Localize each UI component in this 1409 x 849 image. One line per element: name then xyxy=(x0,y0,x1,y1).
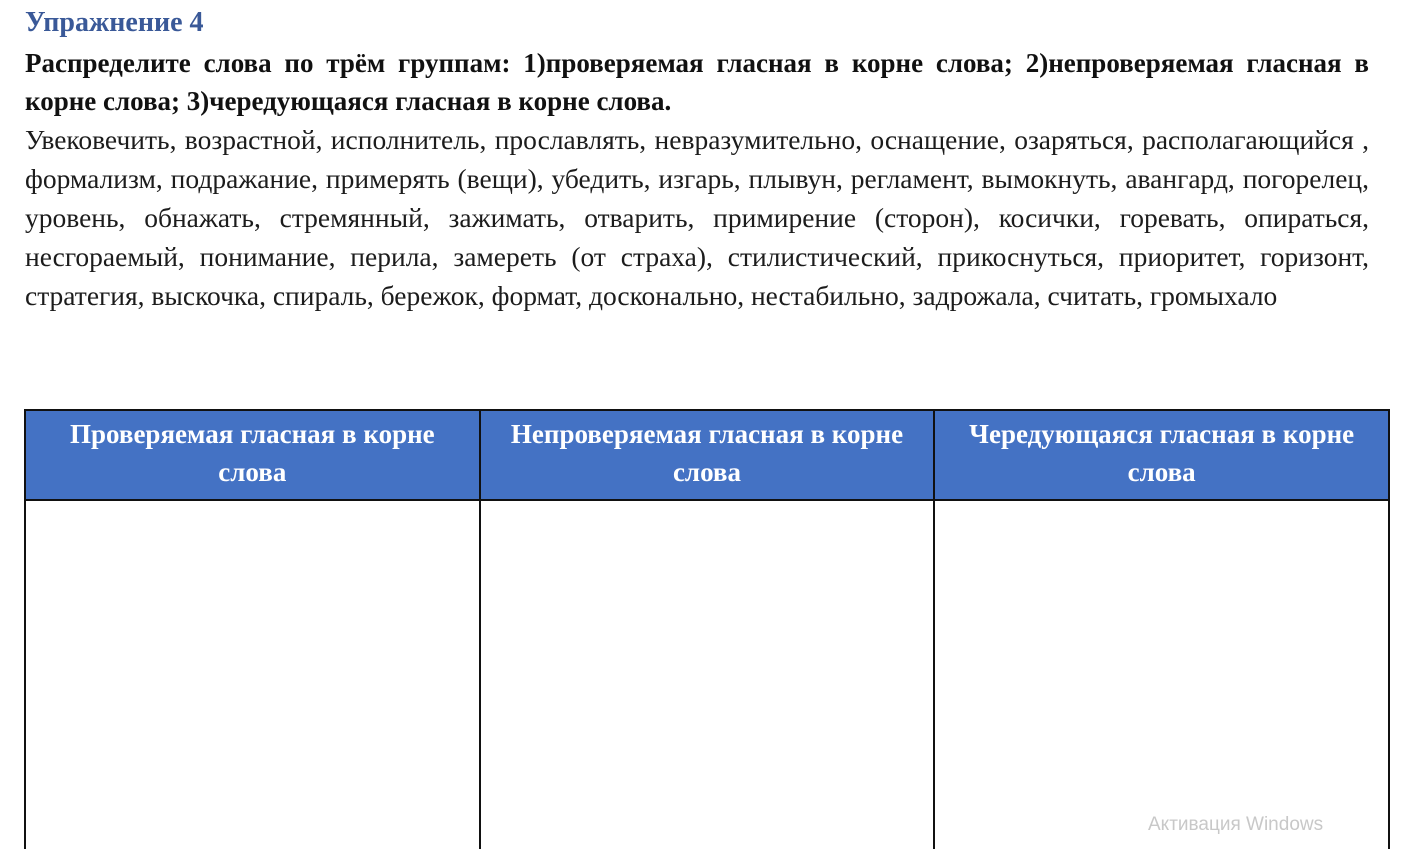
table-row xyxy=(25,500,1389,849)
cell-checked-vowel xyxy=(25,500,480,849)
table-header-row xyxy=(25,410,1389,500)
header-checked-vowel: Проверяемая гласная в корне слова xyxy=(25,410,480,500)
exercise-title: Упражнение 4 xyxy=(25,7,204,38)
header-unchecked-vowel: Непроверяемая гласная в корне слова xyxy=(480,410,935,500)
answer-table xyxy=(24,409,1390,849)
cell-alternating-vowel xyxy=(934,500,1389,849)
cell-unchecked-vowel xyxy=(480,500,935,849)
word-list: Увековечить, возрастной, исполнитель, прославлять, невразумительно, оснащение, озаряться, располагающийся , формализм, подражание, примерять (вещи), убедить, изгарь, плывун, регламент, вымокнуть, авангард, погорелец, уровень, обнажать, стремянный, зажимать, отварить, примирение (сторон), косички, горевать, опираться, несгораемый, понимание, перила, замереть (от страха), стилистический, прикоснуться, приоритет, горизонт, стратегия, выскочка, спираль, бережок, формат, досконально, нестабильно, задрожала, считать, громыхало xyxy=(25,124,1369,311)
task-instruction: Распределите слова по трём группам: 1)проверяемая гласная в корне слова; 2)непроверяемая гласная в корне слова; 3)чередующаяся гласная в корне слова. xyxy=(25,48,1369,116)
answer-table-grid xyxy=(24,409,1390,849)
windows-activation-watermark: Активация Windows xyxy=(1148,814,1324,835)
header-alternating-vowel: Чередующаяся гласная в корне слова xyxy=(934,410,1389,500)
